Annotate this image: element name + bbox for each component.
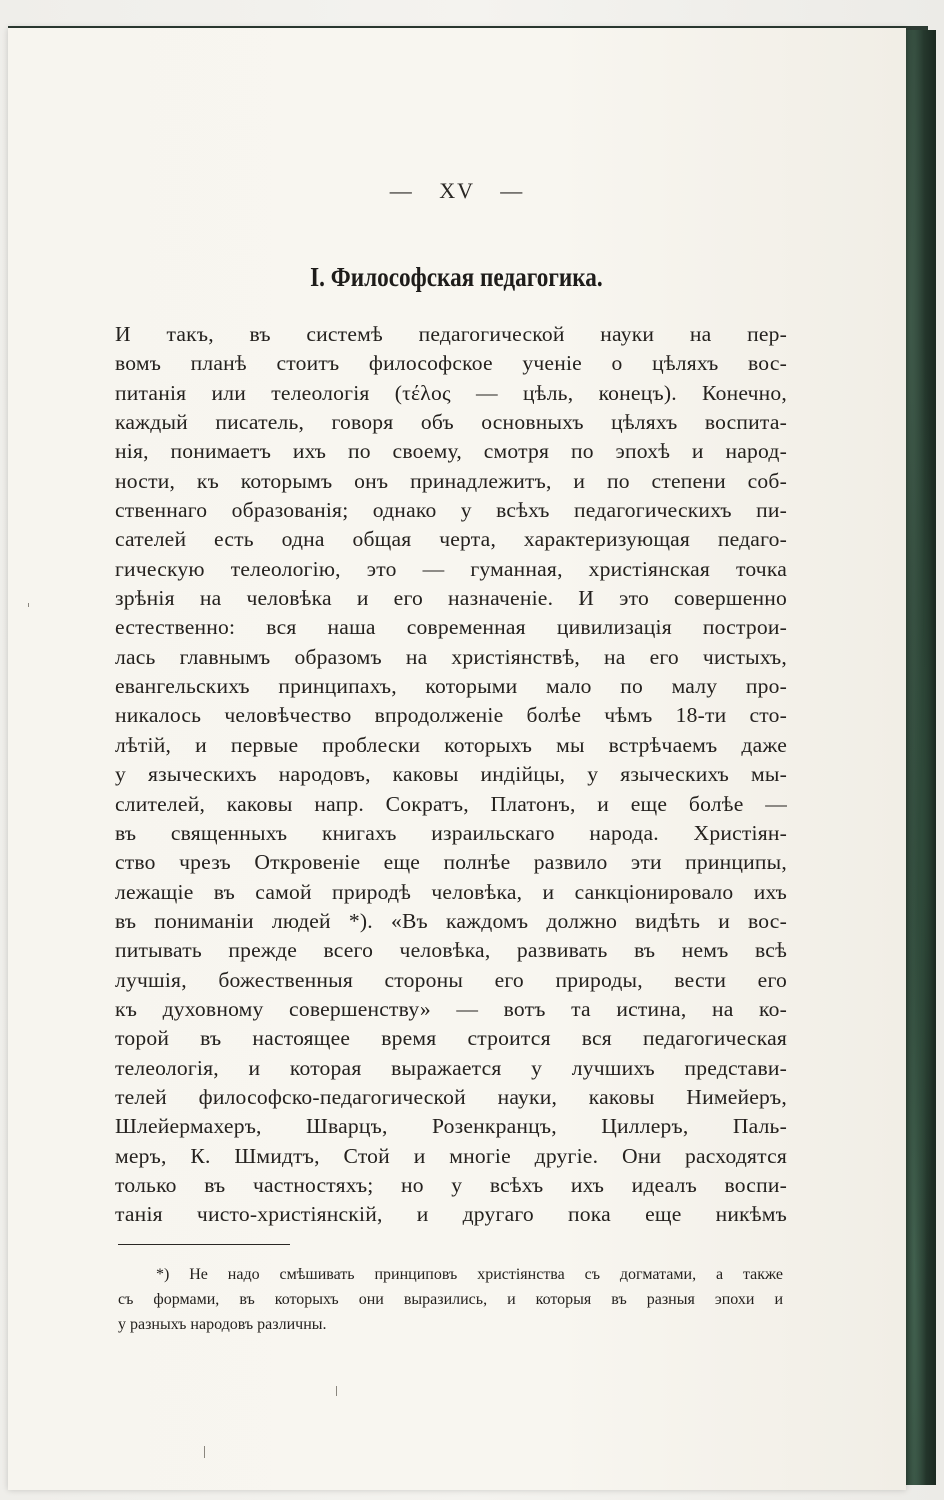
text-line: нія, понимаетъ ихъ по своему, смотря по эпохѣ и народ- bbox=[115, 439, 787, 464]
page-number: XV bbox=[439, 178, 475, 203]
footnote-divider bbox=[118, 1244, 290, 1245]
text-line: слителей, каковы напр. Сократъ, Платонъ, и еще болѣе — bbox=[115, 791, 787, 816]
header-dash-right: — bbox=[500, 178, 525, 203]
book-page bbox=[8, 28, 906, 1490]
text-line: евангельскихъ принципахъ, которыми мало по малу про- bbox=[115, 674, 787, 699]
text-line: никалось человѣчество впродолженіе болѣе чѣмъ 18-ти сто- bbox=[115, 703, 787, 728]
text-line: ности, къ которымъ онъ принадлежитъ, и по степени соб- bbox=[115, 468, 787, 493]
text-line: сателей есть одна общая черта, характеризующая педаго- bbox=[115, 527, 787, 552]
text-line: только въ частностяхъ; но у всѣхъ ихъ идеалъ воспи- bbox=[115, 1172, 787, 1197]
text-line: ство чрезъ Откровеніе еще полнѣе развило эти принципы, bbox=[115, 850, 787, 875]
text-line: каждый писатель, говоря объ основныхъ цѣляхъ воспита- bbox=[115, 410, 787, 435]
text-line: торой въ настоящее время строится вся педагогическая bbox=[115, 1026, 787, 1051]
footnote bbox=[118, 1262, 783, 1337]
page-header bbox=[8, 178, 906, 204]
page-mark bbox=[204, 1446, 205, 1458]
text-line: лѣтій, и первые проблески которыхъ мы встрѣчаемъ даже bbox=[115, 732, 787, 757]
header-dash-left: — bbox=[389, 178, 414, 203]
text-line: въ пониманіи людей *). «Въ каждомъ должно видѣть и вос- bbox=[115, 908, 787, 933]
text-line: телей философско-педагогической науки, каковы Нимейеръ, bbox=[115, 1084, 787, 1109]
text-line: естественно: вся наша современная цивилизація построи- bbox=[115, 615, 787, 640]
text-line: телеологія, и которая выражается у лучшихъ представи- bbox=[115, 1055, 787, 1080]
text-line: питанія или телеологія (τέλος — цѣль, конецъ). Конечно, bbox=[115, 380, 787, 405]
text-line: въ священныхъ книгахъ израильскаго народа. Христіян- bbox=[115, 820, 787, 845]
footnote-line: *) Не надо смѣшивать принциповъ христіянства съ догматами, а также bbox=[156, 1266, 783, 1283]
text-line: лежащіе въ самой природѣ человѣка, и санкціонировало ихъ bbox=[115, 879, 787, 904]
text-line: ственнаго образованія; однако у всѣхъ педагогическихъ пи- bbox=[115, 498, 787, 523]
body-text bbox=[115, 320, 787, 1230]
text-line: гическую телеологію, это — гуманная, христіянская точка bbox=[115, 556, 787, 581]
footnote-line: съ формами, въ которыхъ они выразились, и которыя въ разныя эпохи и bbox=[118, 1291, 783, 1308]
text-line: зрѣнія на человѣка и его назначеніе. И это совершенно bbox=[115, 586, 787, 611]
text-line: къ духовному совершенству» — вотъ та истина, на ко- bbox=[115, 996, 787, 1021]
text-line: танія чисто-христіянскій, и другаго пока еще никѣмъ bbox=[115, 1202, 787, 1227]
text-line: меръ, К. Шмидтъ, Стой и многіе другіе. Они расходятся bbox=[115, 1143, 787, 1168]
text-line: Шлейермахеръ, Шварцъ, Розенкранцъ, Циллеръ, Паль- bbox=[115, 1114, 787, 1139]
text-line: вомъ планѣ стоитъ философское ученіе о цѣляхъ вос- bbox=[115, 351, 787, 376]
text-line: лась главнымъ образомъ на христіянствѣ, на его чистыхъ, bbox=[115, 644, 787, 669]
footnote-line: у разныхъ народовъ различны. bbox=[118, 1316, 327, 1333]
page-mark bbox=[336, 1386, 337, 1396]
text-line: лучшія, божественныя стороны его природы, вести его bbox=[115, 967, 787, 992]
page-mark bbox=[28, 603, 29, 607]
section-title: I. Философская педагогика. bbox=[310, 262, 603, 292]
text-line: И такъ, въ системѣ педагогической науки на пер- bbox=[115, 322, 787, 346]
text-line: у языческихъ народовъ, каковы индійцы, у языческихъ мы- bbox=[115, 762, 787, 787]
text-line: питывать прежде всего человѣка, развивать въ немъ всѣ bbox=[115, 938, 787, 963]
